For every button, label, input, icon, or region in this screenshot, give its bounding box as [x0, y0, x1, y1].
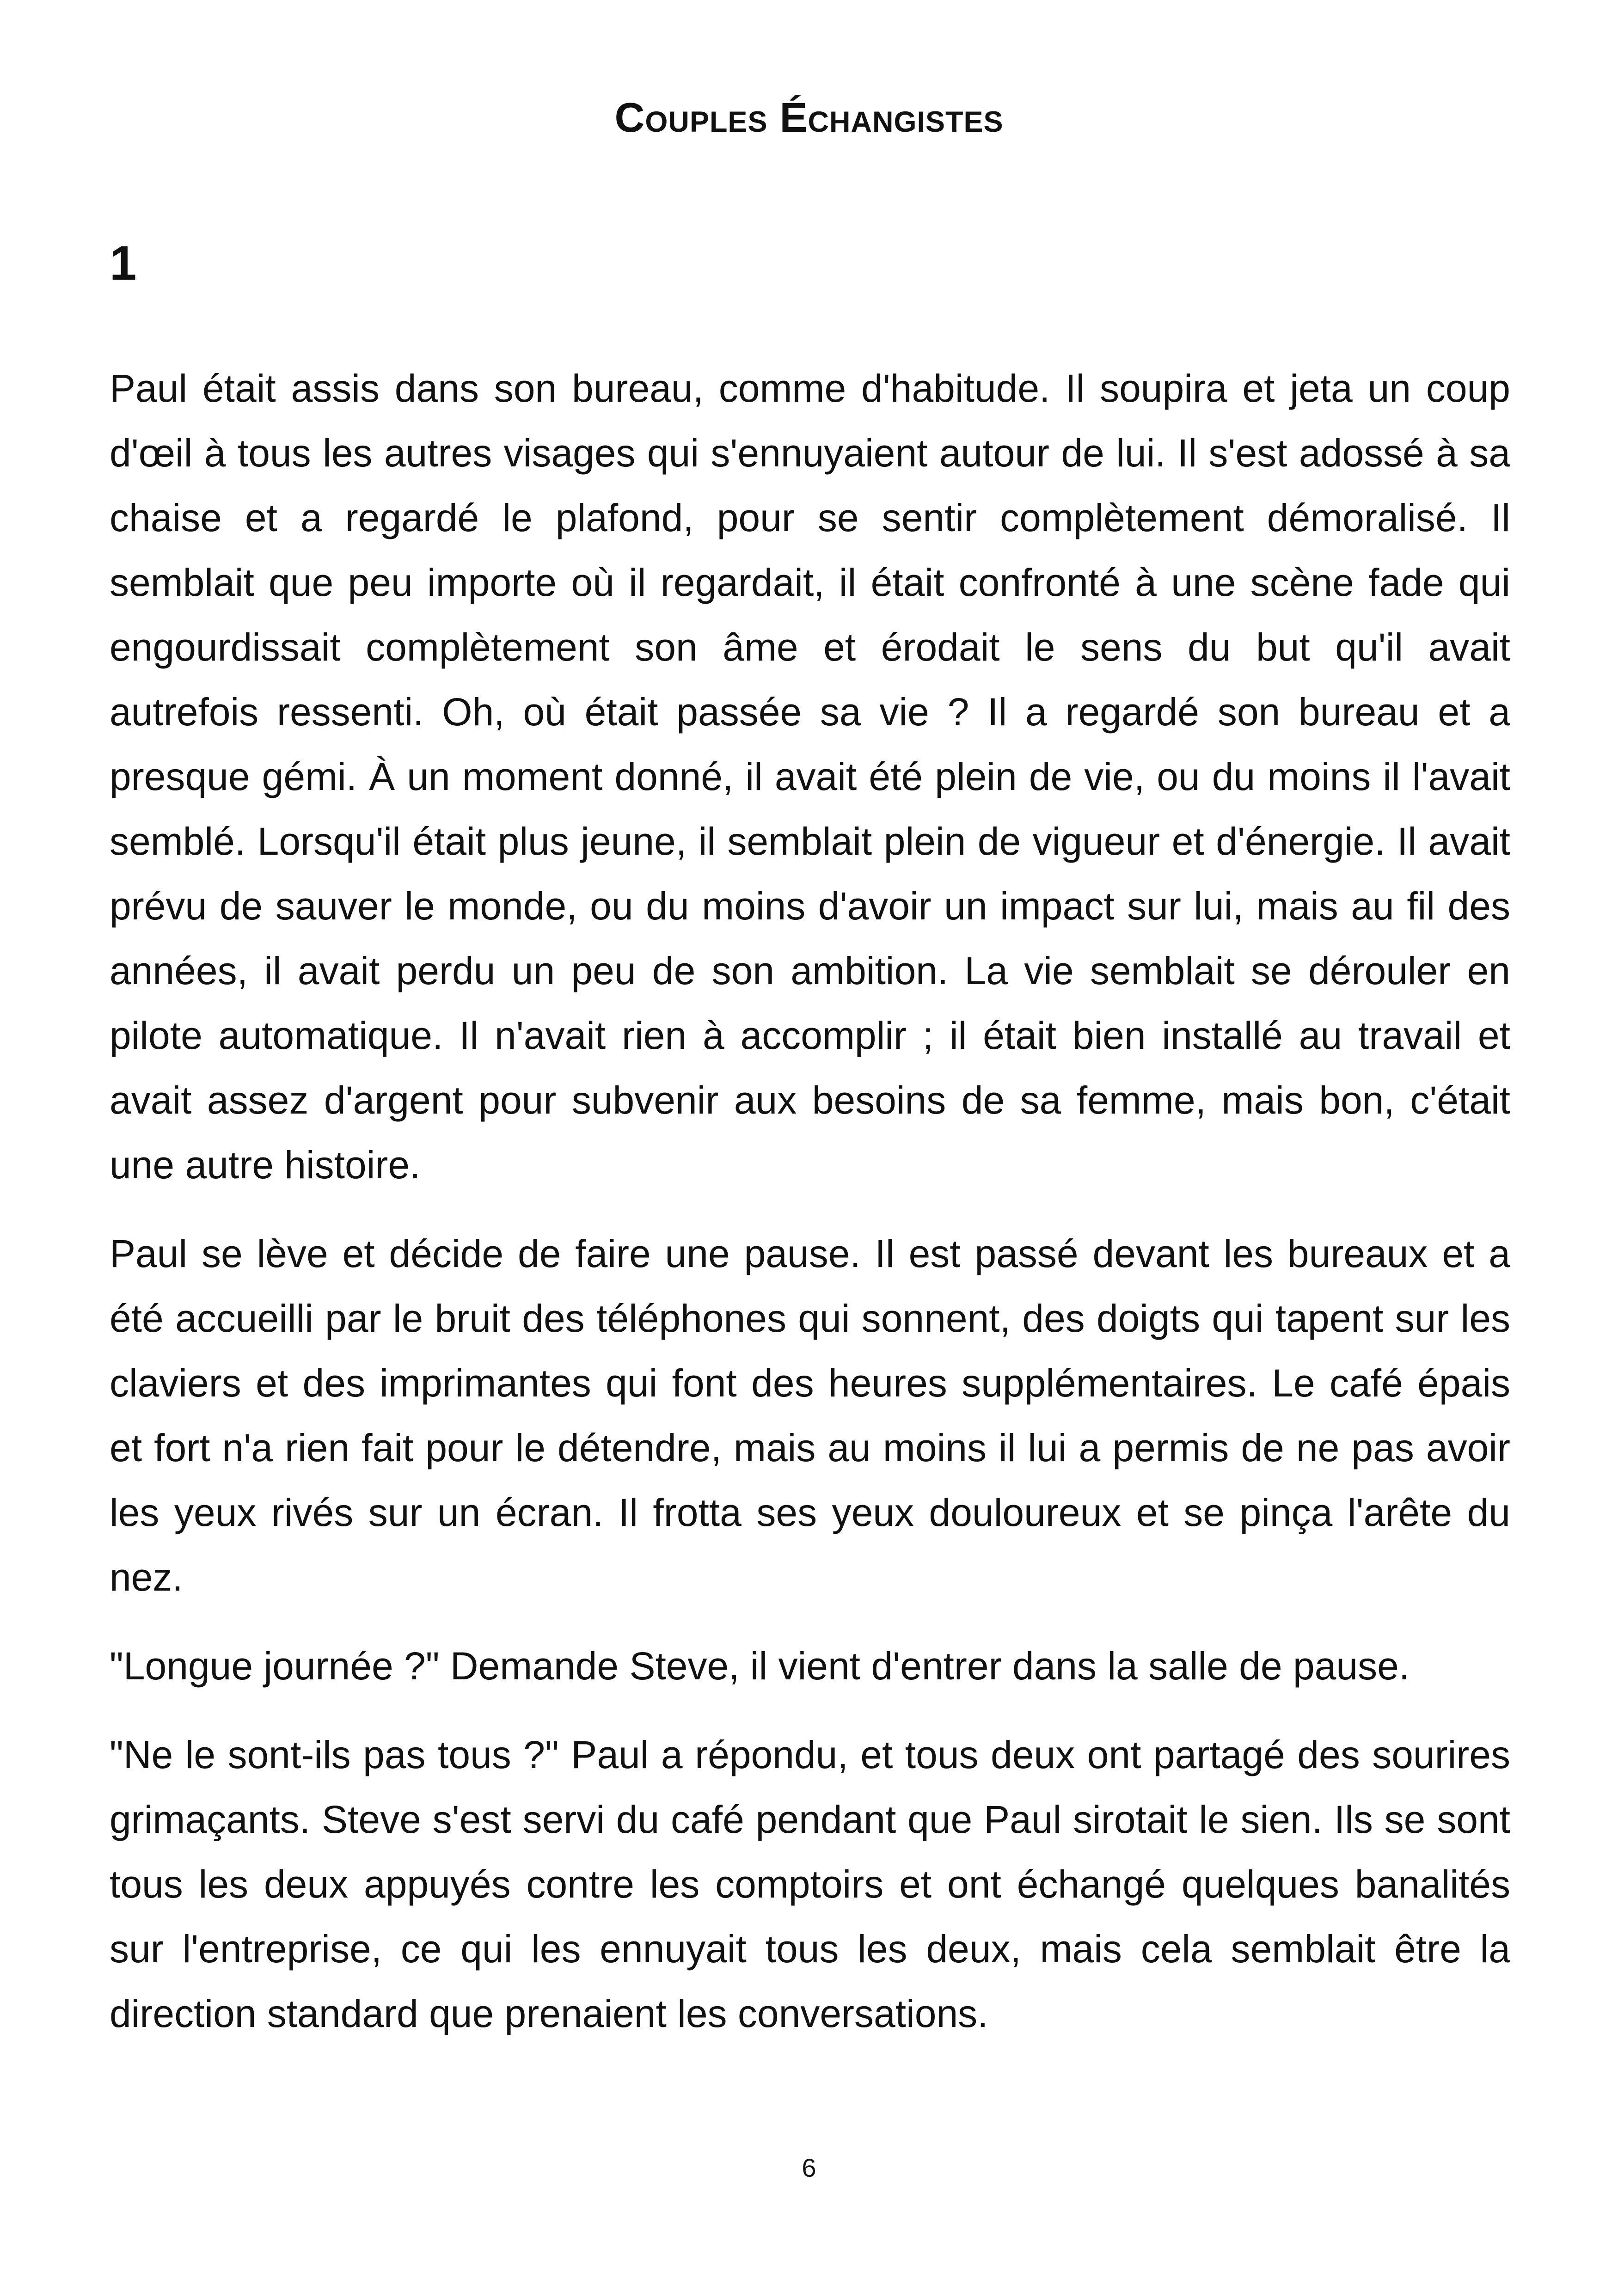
chapter-body: [110, 356, 1510, 2070]
paragraph: "Ne le sont-ils pas tous ?" Paul a répondu, et tous deux ont partagé des sourires grimaçants. Steve s'est servi du café pendant que Paul sirotait le sien. Ils se sont tous les deux appuyés contre les comptoirs et ont échangé quelques banalités sur l'entreprise, ce qui les ennuyait tous les deux, mais cela semblait être la direction standard que prenaient les conversations.: [110, 1733, 1510, 2035]
paragraph: "Longue journée ?" Demande Steve, il vient d'entrer dans la salle de pause.: [110, 1644, 1410, 1688]
page-number: 6: [802, 2153, 816, 2182]
paragraph: Paul était assis dans son bureau, comme d'habitude. Il soupira et jeta un coup d'œil à tous les autres visages qui s'ennuyaient autour de lui. Il s'est adossé à sa chaise et a regardé le plafond, pour se sentir complètement démoralisé. Il semblait que peu importe où il regardait, il était confronté à une scène fade qui engourdissait complètement son âme et érodait le sens du but qu'il avait autrefois ressenti. Oh, où était passée sa vie ? Il a regardé son bureau et a presque gémi. À un moment donné, il avait été plein de vie, ou du moins il l'avait semblé. Lorsqu'il était plus jeune, il semblait plein de vigueur et d'énergie. Il avait prévu de sauver le monde, ou du moins d'avoir un impact sur lui, mais au fil des années, il avait perdu un peu de son ambition. La vie semblait se dérouler en pilote automatique. Il n'avait rien à accomplir ; il était bien installé au travail et avait assez d'argent pour subvenir aux besoins de sa femme, mais bon, c'était une autre histoire.: [110, 367, 1510, 1187]
book-title: Couples Échangistes: [614, 95, 1004, 141]
chapter-number: 1: [110, 236, 137, 290]
paragraph: Paul se lève et décide de faire une pause. Il est passé devant les bureaux et a été accueilli par le bruit des téléphones qui sonnent, des doigts qui tapent sur les claviers et des imprimantes qui font des heures supplémentaires. Le café épais et fort n'a rien fait pour le détendre, mais au moins il lui a permis de ne pas avoir les yeux rivés sur un écran. Il frotta ses yeux douloureux et se pinça l'arête du nez.: [110, 1232, 1510, 1599]
